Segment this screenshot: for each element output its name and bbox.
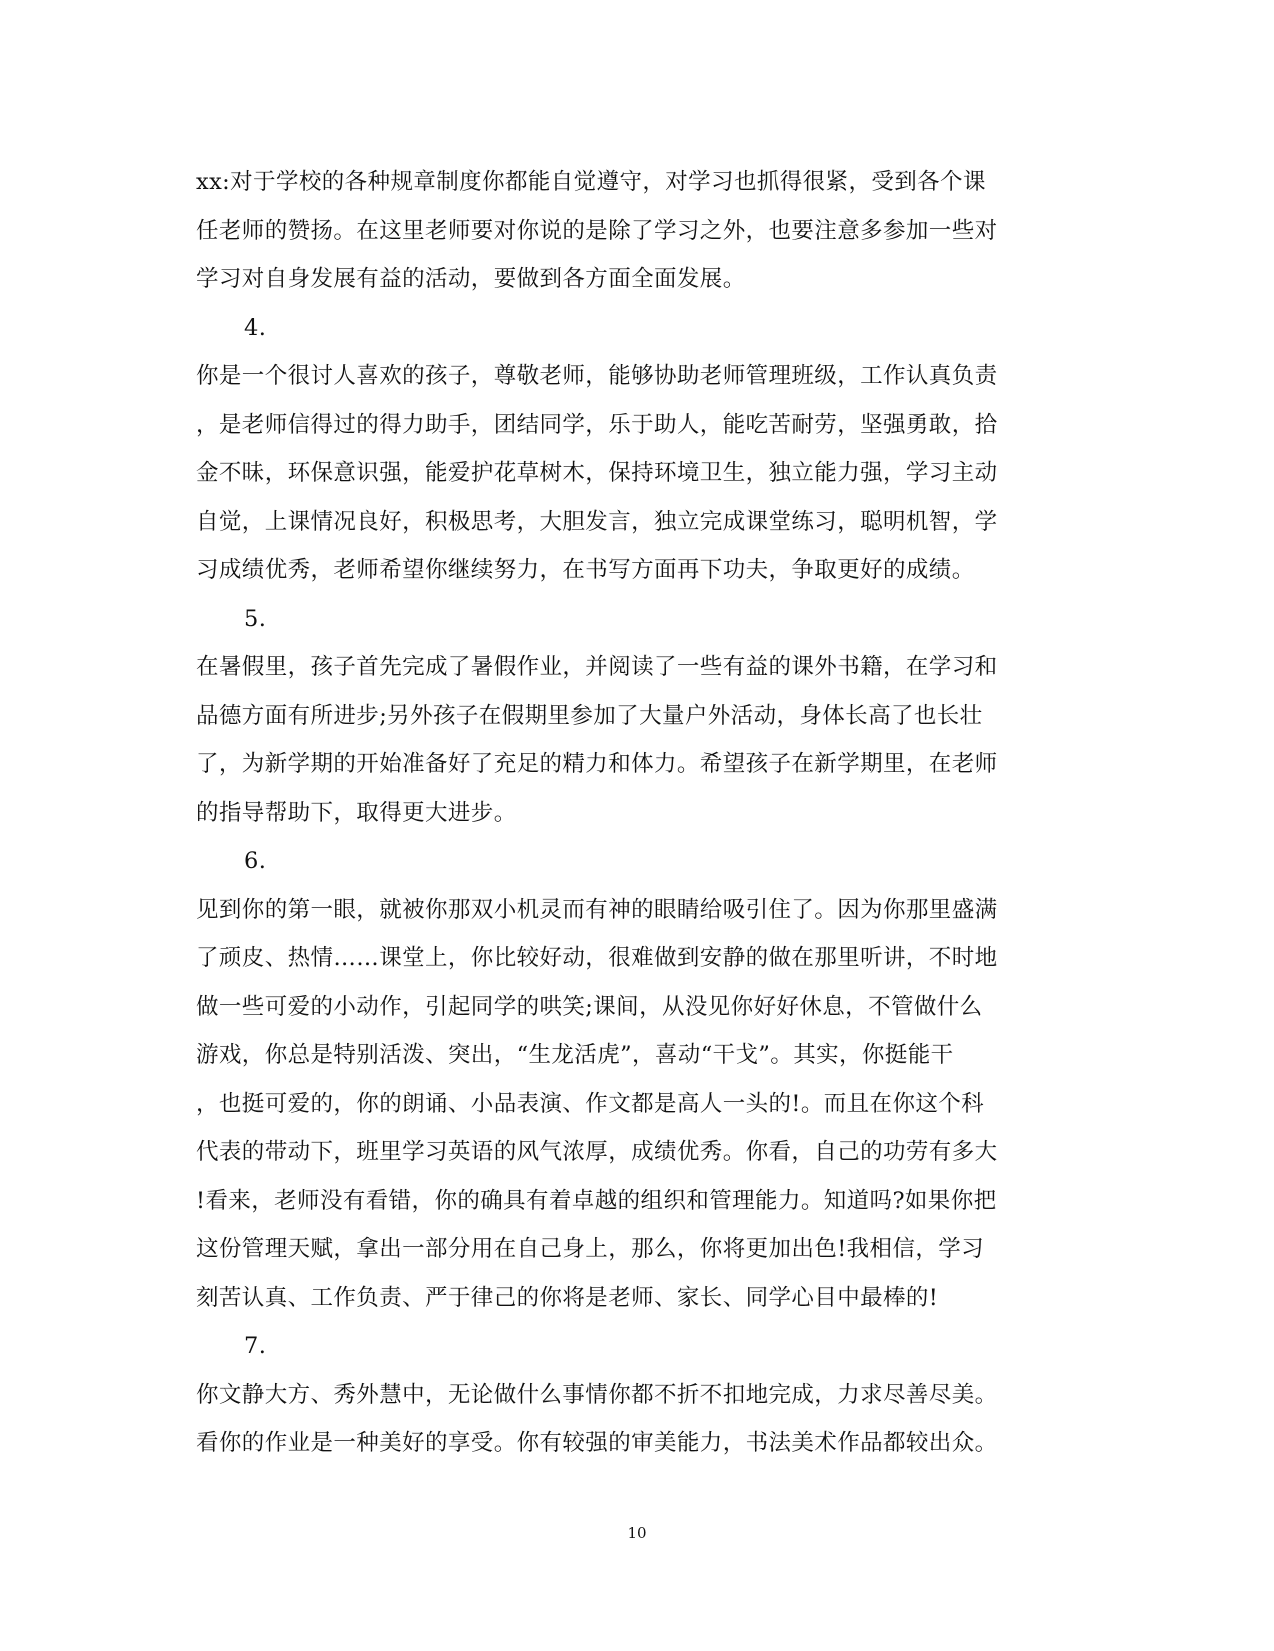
page-number: 10 <box>627 1524 647 1542</box>
text-line: 了，为新学期的开始准备好了充足的精力和体力。希望孩子在新学期里，在老师 <box>196 751 998 777</box>
text-line: 这份管理天赋，拿出一部分用在自己身上，那么，你将更加出色!我相信，学习 <box>196 1236 985 1262</box>
text-line: 任老师的赞扬。在这里老师要对你说的是除了学习之外，也要注意多参加一些对 <box>196 217 998 244</box>
text-line: 你是一个很讨人喜欢的孩子，尊敬老师，能够协助老师管理班级，工作认真负责 <box>196 363 998 389</box>
text-line: 看你的作业是一种美好的享受。你有较强的审美能力，书法美术作品都较出众。 <box>196 1430 998 1456</box>
text-line: 在暑假里，孩子首先完成了暑假作业，并阅读了一些有益的课外书籍，在学习和 <box>196 654 998 680</box>
text-line: ，也挺可爱的，你的朗诵、小品表演、作文都是高人一头的!。而且在你这个科 <box>196 1090 985 1117</box>
text-line: xx:对于学校的各种规章制度你都能自觉遵守，对学习也抓得很紧，受到各个课 <box>196 169 986 195</box>
text-line: 品德方面有所进步;另外孩子在假期里参加了大量户外活动，身体长高了也长壮 <box>196 702 983 729</box>
text-line: 见到你的第一眼，就被你那双小机灵而有神的眼睛给吸引住了。因为你那里盛满 <box>196 896 998 923</box>
text-line: 代表的带动下，班里学习英语的风气浓厚，成绩优秀。你看，自己的功劳有多大 <box>196 1139 998 1165</box>
text-line: 刻苦认真、工作负责、严于律己的你将是老师、家长、同学心目中最棒的! <box>196 1284 939 1311</box>
document-body <box>196 158 1076 1468</box>
text-line: 游戏，你总是特别活泼、突出，“生龙活虎”，喜动“干戈”。其实，你挺能干 <box>196 1042 954 1068</box>
item-number: 5. <box>244 605 267 632</box>
text-line: 了顽皮、热情……课堂上，你比较好动，很难做到安静的做在那里听讲，不时地 <box>196 945 998 971</box>
text-line: 做一些可爱的小动作，引起同学的哄笑;课间，从没见你好好休息，不管做什么 <box>196 993 983 1020</box>
item-number: 6. <box>244 848 267 874</box>
text-line: 习成绩优秀，老师希望你继续努力，在书写方面再下功夫，争取更好的成绩。 <box>196 557 975 583</box>
text-line: 金不昧，环保意识强，能爱护花草树木，保持环境卫生，独立能力强，学习主动 <box>196 460 998 486</box>
text-line: 学习对自身发展有益的活动，要做到各方面全面发展。 <box>196 266 746 292</box>
text-line: ，是老师信得过的得力助手，团结同学，乐于助人，能吃苦耐劳，坚强勇敢，拾 <box>196 411 998 438</box>
item-number: 4. <box>244 314 267 341</box>
text-line: 自觉，上课情况良好，积极思考，大胆发言，独立完成课堂练习，聪明机智，学 <box>196 508 998 535</box>
text-line: 你文静大方、秀外慧中，无论做什么事情你都不折不扣地完成，力求尽善尽美。 <box>196 1381 998 1408</box>
item-number: 7. <box>244 1333 267 1359</box>
text-line: !看来，老师没有看错，你的确具有着卓越的组织和管理能力。知道吗?如果你把 <box>196 1187 997 1214</box>
text-line: 的指导帮助下，取得更大进步。 <box>196 799 517 826</box>
